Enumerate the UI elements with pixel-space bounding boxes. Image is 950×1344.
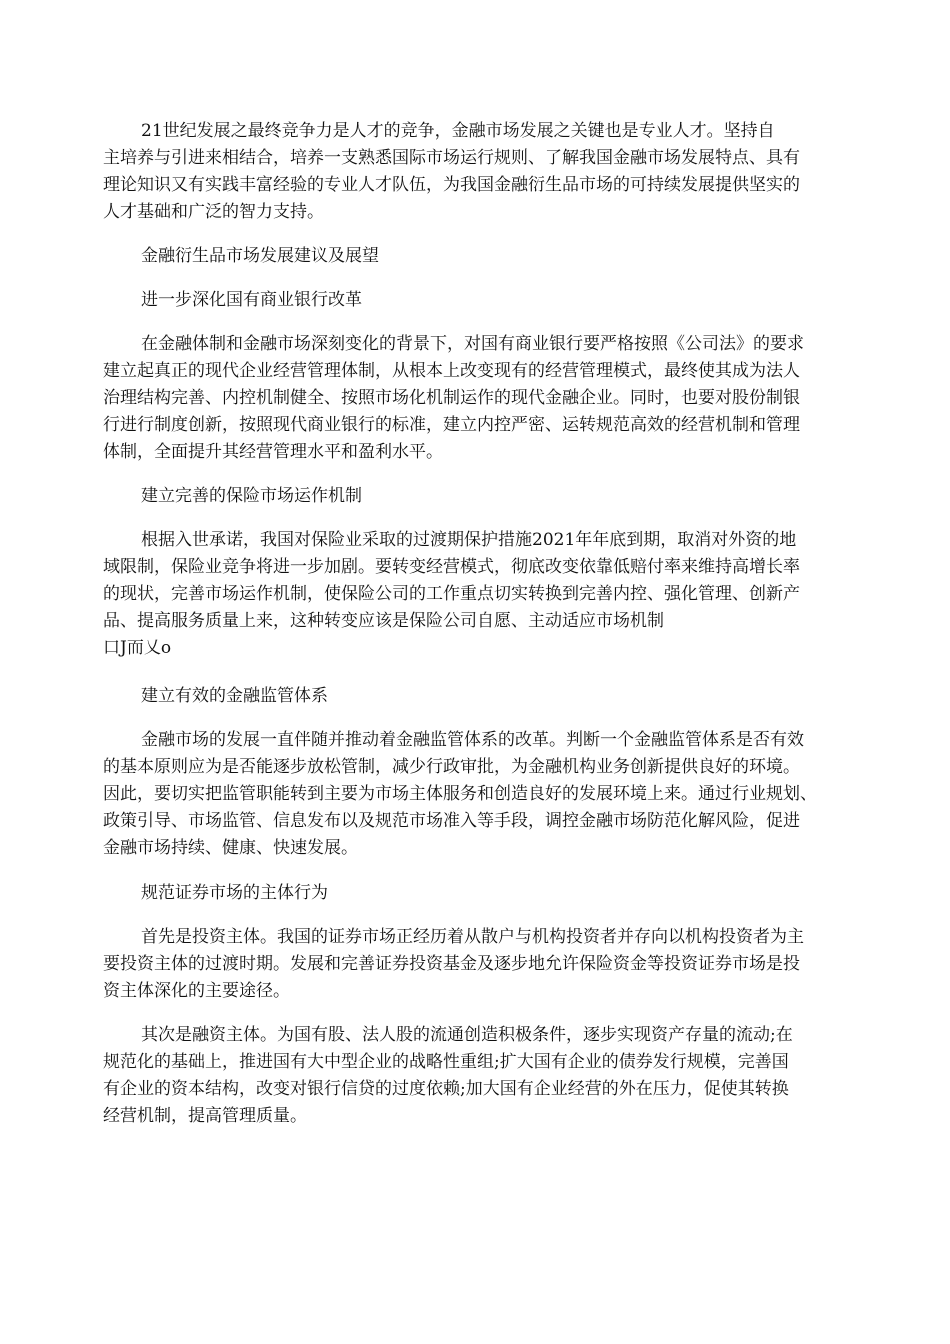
- heading-text: 建立有效的金融监管体系: [141, 686, 328, 706]
- body-paragraph-talent: [103, 118, 863, 226]
- body-paragraph-insurance: [103, 527, 863, 662]
- section-heading-bank-reform: [103, 287, 863, 314]
- heading-text: 进一步深化国有商业银行改革: [141, 290, 362, 310]
- paragraph-line: 规范化的基础上，推进国有大中型企业的战略性重组;扩大国有企业的债券发行规模，完善国: [103, 1052, 789, 1072]
- section-heading-insurance: [103, 483, 863, 510]
- paragraph-line: 政策引导、市场监管、信息发布以及规范市场准入等手段，调控金融市场防范化解风险，促进: [103, 811, 800, 831]
- paragraph-line: 行进行制度创新，按照现代商业银行的标准，建立内控严密、运转规范高效的经营机制和管理: [103, 415, 800, 435]
- paragraph-line: 金融市场持续、健康、快速发展。: [103, 838, 358, 858]
- paragraph-line: 有企业的资本结构，改变对银行信贷的过度依赖;加大国有企业经营的外在压力，促使其转换: [103, 1079, 789, 1099]
- body-paragraph-investors: [103, 924, 863, 1005]
- paragraph-line: 治理结构完善、内控机制健全、按照市场化机制运作的现代金融企业。同时，也要对股份制银: [103, 388, 800, 408]
- paragraph-line: 理论知识又有实践丰富经验的专业人才队伍，为我国金融衍生品市场的可持续发展提供坚实的: [103, 175, 800, 195]
- body-paragraph-bank-reform: [103, 331, 863, 466]
- paragraph-line: 品、提高服务质量上来，这种转变应该是保险公司自愿、主动适应市场机制: [103, 611, 664, 631]
- paragraph-line: 21世纪发展之最终竞争力是人才的竞争，金融市场发展之关键也是专业人才。坚持自: [141, 121, 775, 141]
- paragraph-line: 首先是投资主体。我国的证券市场正经历着从散户与机构投资者并存向以机构投资者为主: [141, 927, 804, 947]
- paragraph-line: 在金融体制和金融市场深刻变化的背景下，对国有商业银行要严格按照《公司法》的要求: [141, 334, 804, 354]
- paragraph-line: 主培养与引进来相结合，培养一支熟悉国际市场运行规则、了解我国金融市场发展特点、具有: [103, 148, 800, 168]
- paragraph-line: 口J而乂o: [103, 638, 172, 658]
- paragraph-line: 要投资主体的过渡时期。发展和完善证券投资基金及逐步地允许保险资金等投资证券市场是投: [103, 954, 800, 974]
- paragraph-line: 经营机制，提高管理质量。: [103, 1106, 307, 1126]
- paragraph-line: 人才基础和广泛的智力支持。: [103, 202, 324, 222]
- paragraph-line: 建立起真正的现代企业经营管理体制，从根本上改变现有的经营管理模式，最终使其成为法人: [103, 361, 800, 381]
- paragraph-line: 因此，要切实把监管职能转到主要为市场主体服务和创造良好的发展环境上来。通过行业规划、: [103, 784, 817, 804]
- paragraph-line: 的基本原则应为是否能逐步放松管制，减少行政审批，为金融机构业务创新提供良好的环境。: [103, 757, 800, 777]
- section-heading-supervision: [103, 683, 863, 710]
- paragraph-line: 其次是融资主体。为国有股、法人股的流通创造积极条件，逐步实现资产存量的流动;在: [141, 1025, 793, 1045]
- paragraph-line: 资主体深化的主要途径。: [103, 981, 290, 1001]
- section-heading-securities: [103, 880, 863, 907]
- heading-text: 建立完善的保险市场运作机制: [141, 486, 362, 506]
- body-paragraph-financing: [103, 1022, 863, 1130]
- paragraph-line: 体制，全面提升其经营管理水平和盈利水平。: [103, 442, 443, 462]
- body-paragraph-supervision: [103, 727, 863, 862]
- paragraph-line: 的现状，完善市场运作机制，使保险公司的工作重点切实转换到完善内控、强化管理、创新产: [103, 584, 800, 604]
- paragraph-line: 域限制，保险业竞争将进一步加剧。要转变经营模式，彻底改变依靠低赔付率来维持高增长率: [103, 557, 800, 577]
- paragraph-line: 金融市场的发展一直伴随并推动着金融监管体系的改革。判断一个金融监管体系是否有效: [141, 730, 804, 750]
- paragraph-line: 根据入世承诺，我国对保险业采取的过渡期保护措施2021年年底到期，取消对外资的地: [141, 530, 797, 550]
- heading-text: 规范证券市场的主体行为: [141, 883, 328, 903]
- section-heading-outlook: [103, 243, 863, 270]
- heading-text: 金融衍生品市场发展建议及展望: [141, 246, 379, 266]
